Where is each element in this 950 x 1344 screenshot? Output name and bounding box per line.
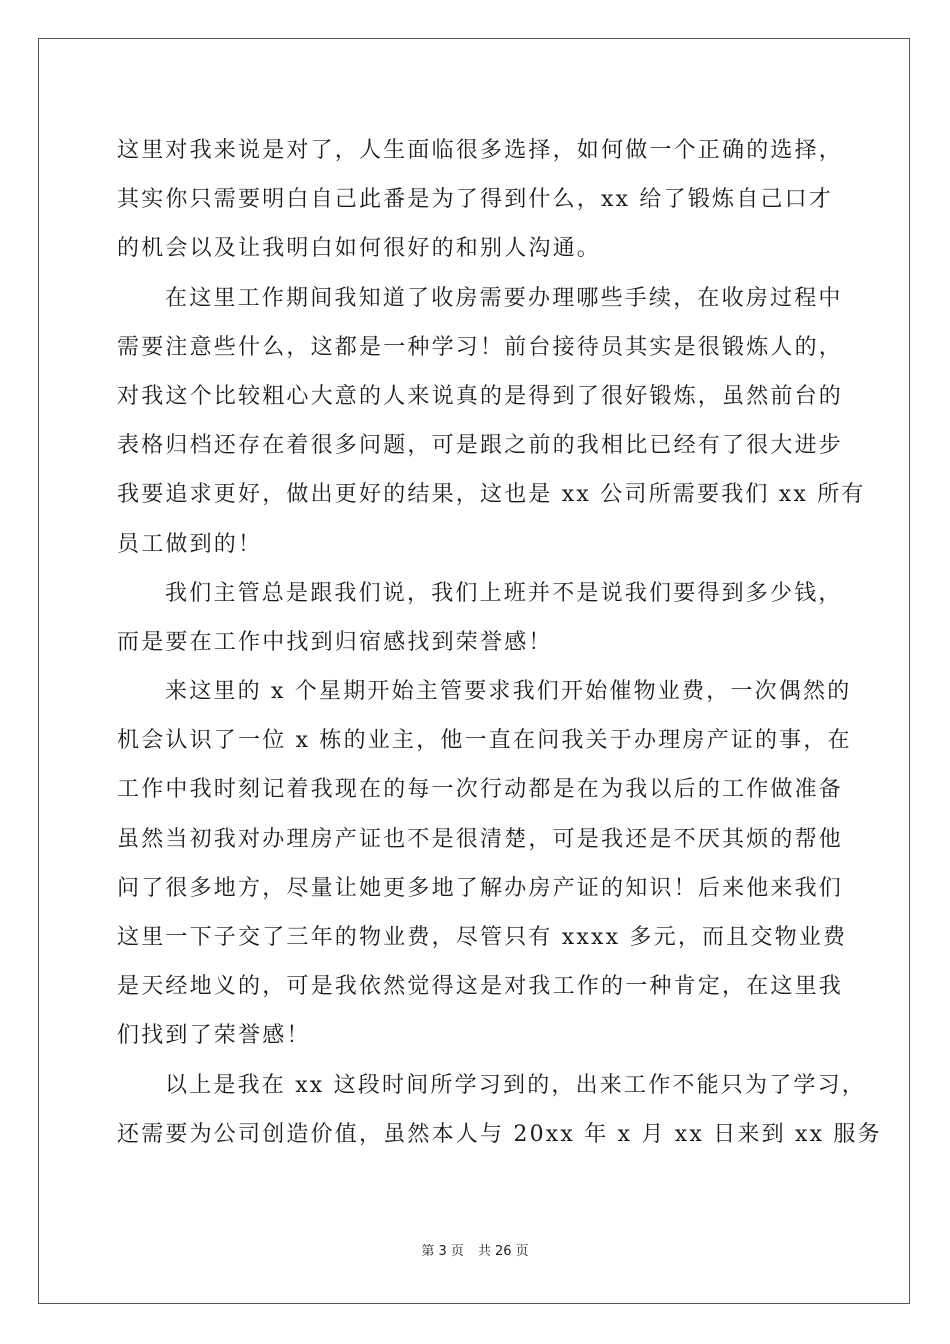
text-line: 的机会以及让我明白如何很好的和别人沟通。 bbox=[117, 236, 602, 262]
text-line: 其实你只需要明白自己此番是为了得到什么，xx 给了锻炼自己口才 bbox=[117, 187, 834, 213]
text-line: 来这里的 x 个星期开始主管要求我们开始催物业费，一次偶然的 bbox=[165, 679, 852, 705]
text-line: 表格归档还存在着很多问题，可是跟之前的我相比已经有了很大进步 bbox=[117, 433, 844, 459]
text-line: 工作中我时刻记着我现在的每一次行动都是在为我以后的工作做准备 bbox=[117, 777, 844, 803]
text-line: 我们主管总是跟我们说，我们上班并不是说我们要得到多少钱， bbox=[165, 580, 843, 606]
text-line: 需要注意些什么，这都是一种学习！前台接待员其实是很锻炼人的， bbox=[117, 334, 844, 360]
text-line: 对我这个比较粗心大意的人来说真的是得到了很好锻炼，虽然前台的 bbox=[117, 383, 844, 409]
text-line: 而是要在工作中找到归宿感找到荣誉感！ bbox=[117, 629, 553, 655]
text-line: 问了很多地方，尽量让她更多地了解办房产证的知识！后来他来我们 bbox=[117, 875, 844, 901]
page-footer bbox=[0, 1240, 950, 1259]
text-line: 是天经地义的，可是我依然觉得这是对我工作的一种肯定，在这里我 bbox=[117, 974, 844, 1000]
text-line: 们找到了荣誉感！ bbox=[117, 1023, 311, 1049]
text-line: 在这里工作期间我知道了收房需要办理哪些手续，在收房过程中 bbox=[165, 285, 843, 311]
text-line: 以上是我在 xx 这段时间所学习到的，出来工作不能只为了学习， bbox=[165, 1072, 867, 1098]
text-line: 员工做到的！ bbox=[117, 531, 263, 557]
text-line: 这里对我来说是对了，人生面临很多选择，如何做一个正确的选择， bbox=[117, 138, 844, 163]
text-line: 还需要为公司创造价值，虽然本人与 20xx 年 x 月 xx 日来到 xx 服务 bbox=[117, 1121, 882, 1147]
text-line: 我要追求更好，做出更好的结果，这也是 xx 公司所需要我们 xx 所有 bbox=[117, 482, 866, 508]
document-body bbox=[117, 126, 882, 1159]
text-line: 虽然当初我对办理房产证也不是很清楚，可是我还是不厌其烦的帮他 bbox=[117, 826, 844, 852]
text-line: 机会认识了一位 x 栋的业主，他一直在问我关于办理房产证的事，在 bbox=[117, 728, 852, 754]
page-number: 第 3 页 bbox=[421, 1244, 464, 1259]
text-line: 这里一下子交了三年的物业费，尽管只有 xxxx 多元，而且交物业费 bbox=[117, 925, 848, 950]
page-total: 共 26 页 bbox=[477, 1244, 529, 1259]
